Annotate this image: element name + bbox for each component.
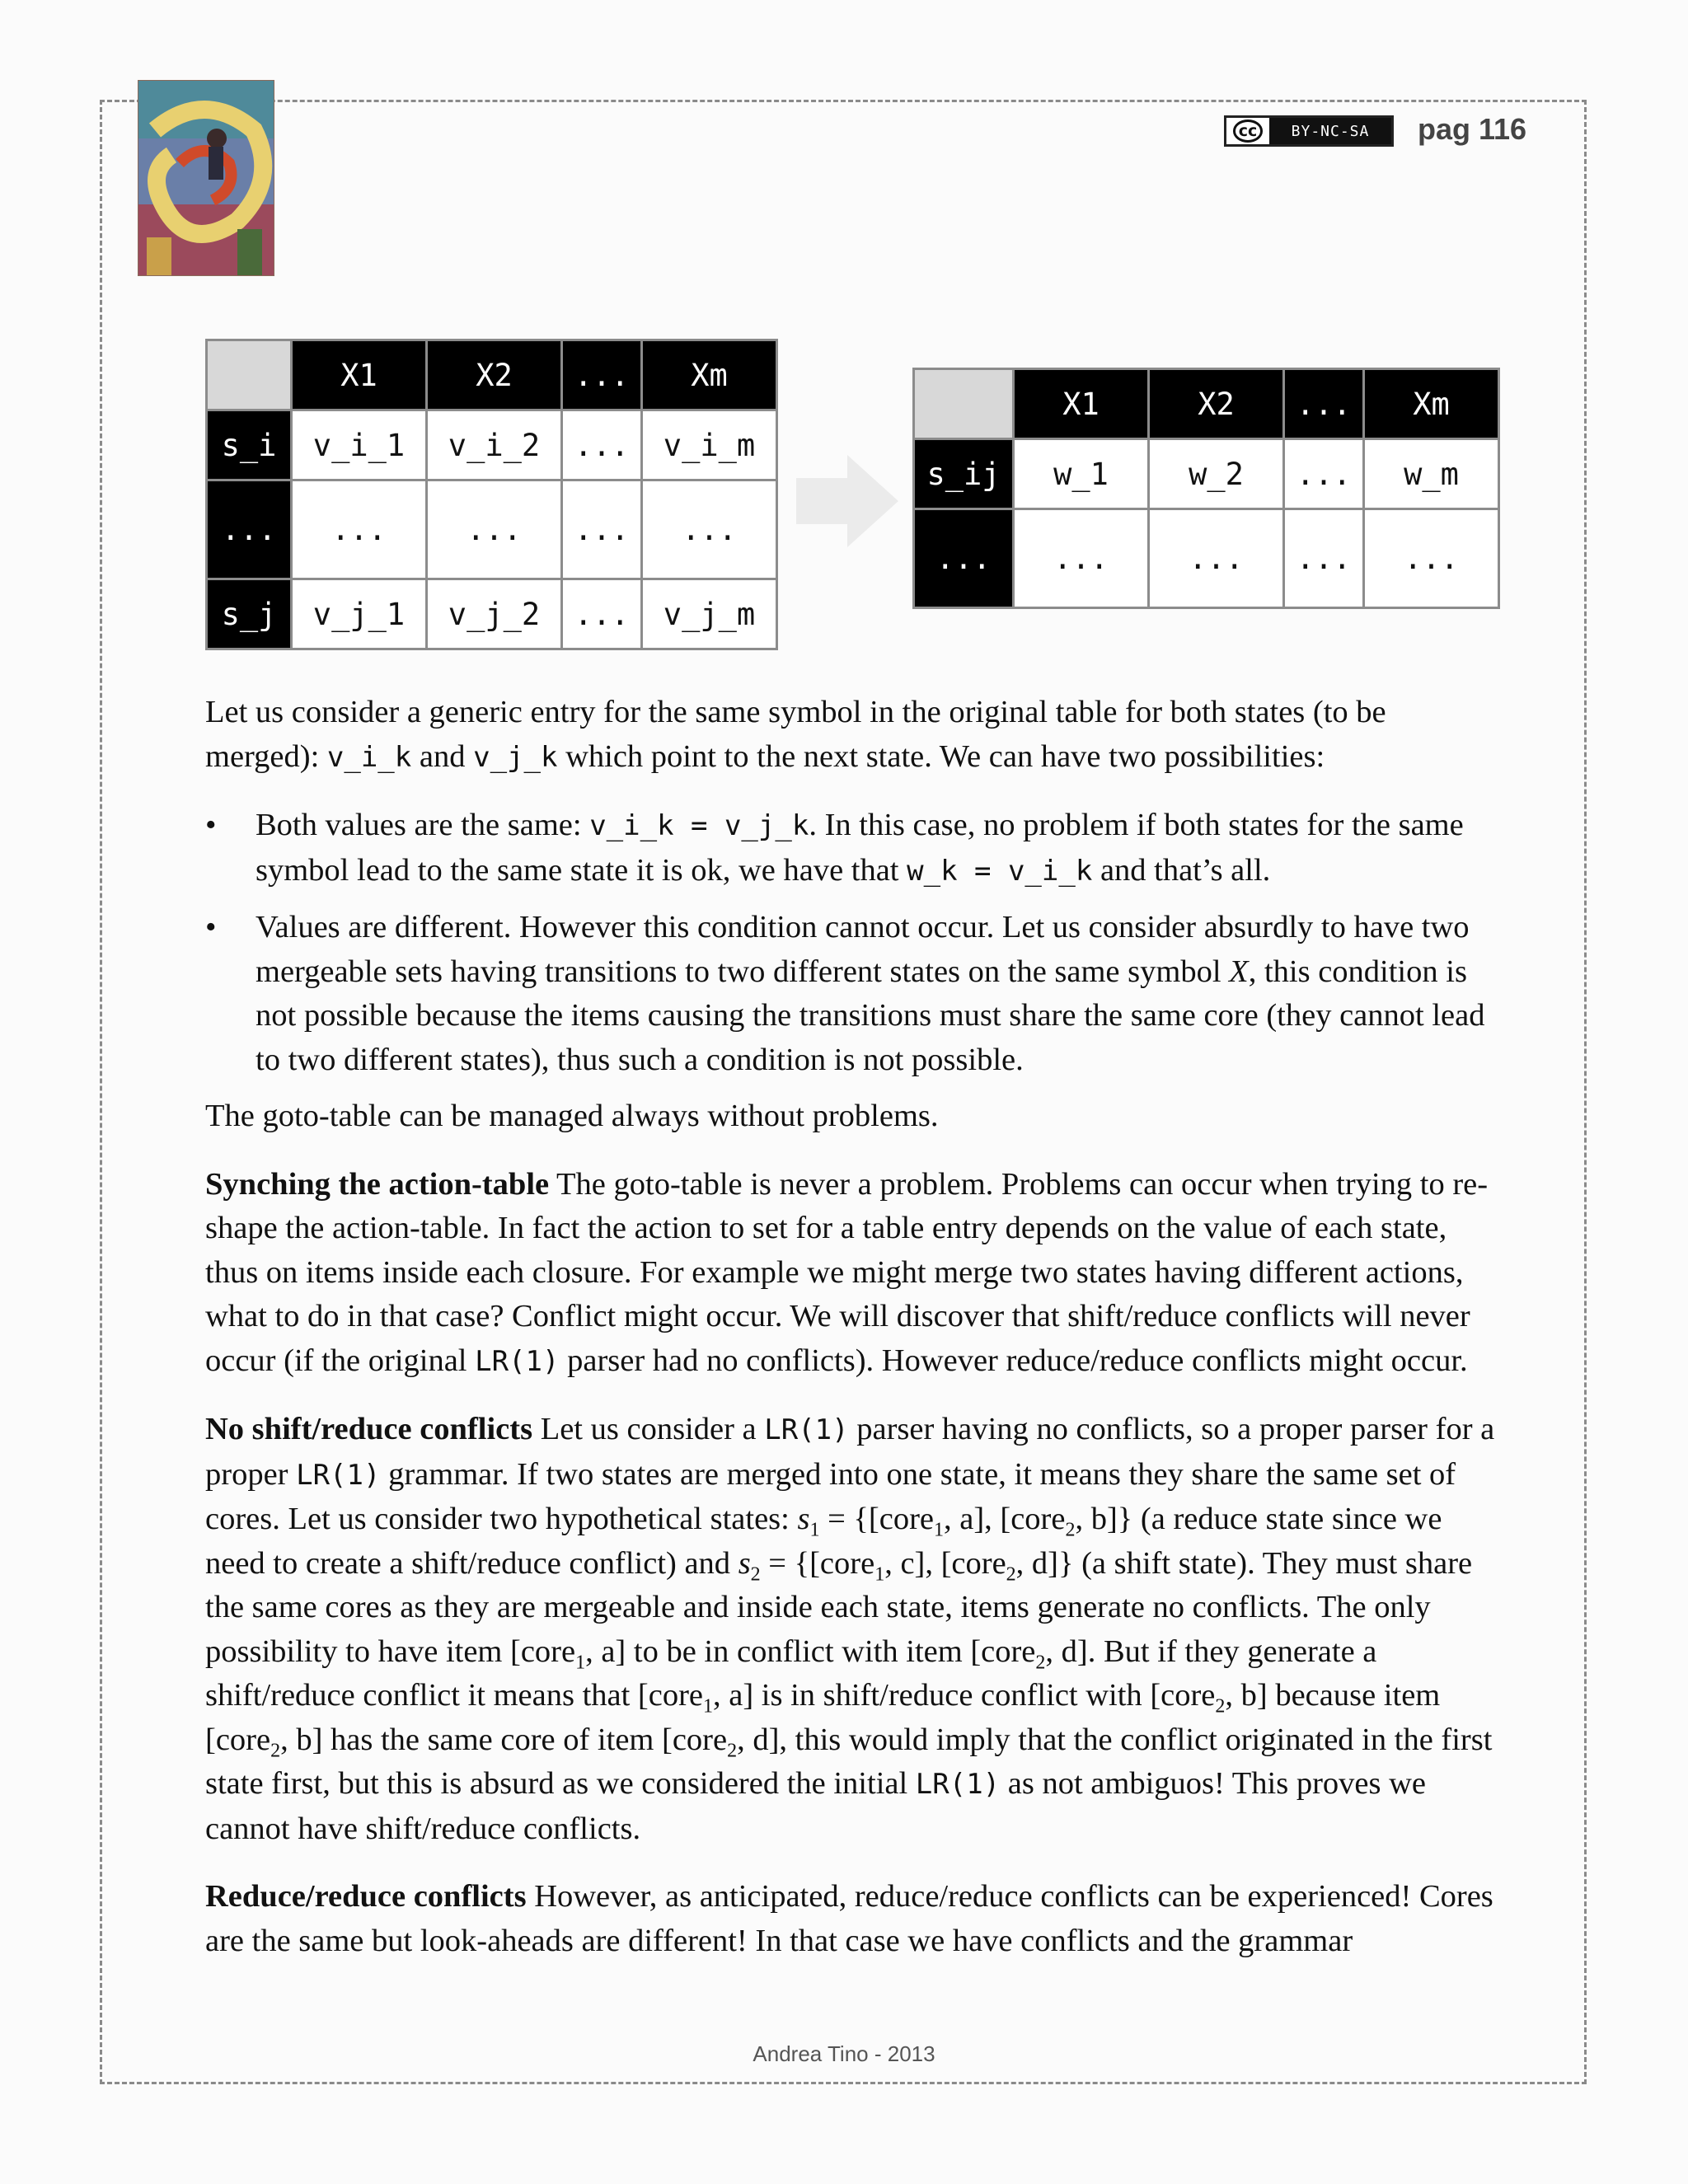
table-cell: v_i_m xyxy=(642,410,777,480)
arrow-right-icon xyxy=(796,455,898,547)
section-heading: Synching the action-table xyxy=(205,1166,550,1202)
col-header: X1 xyxy=(292,340,427,410)
paragraph: Let us consider a generic entry for the same symbol in the original table for both states (to be merged): v_i_k and v_j_k which point to the next state. We can have two possibilities: xyxy=(205,695,1386,774)
original-table xyxy=(205,339,778,650)
table-cell: w_m xyxy=(1364,439,1499,509)
col-header: ... xyxy=(562,340,642,410)
row-header: ... xyxy=(207,480,292,579)
paragraph: Reduce/reduce conflicts However, as anticipated, reduce/reduce conflicts can be experienced! Cores are the same but look-aheads are different! In that case we have conflicts and the grammar xyxy=(205,1879,1493,1958)
cc-icon: cc xyxy=(1233,120,1264,143)
col-header: X1 xyxy=(1014,369,1149,439)
table-cell: ... xyxy=(1014,509,1149,608)
table-cell: v_j_2 xyxy=(427,579,562,649)
paragraph: Synching the action-table The goto-table is never a problem. Problems can occur when trying to re-shape the action-table. In fact the action to set for a table entry depends on the value of each state, thus on items inside each closure. For example we might merge two states having different actions, what to do in that case? Conflict might occur. We will discover that shift/reduce conflicts will never occur (if the original LR(1) parser had no conflicts). However reduce/reduce conflicts might occur. xyxy=(205,1166,1489,1378)
col-header: ... xyxy=(1284,369,1364,439)
list-item: • Values are different. However this condition cannot occur. Let us consider absurdly to have two mergeable sets having transitions to two different states on the same symbol X, this condition is not possible because the items causing the transitions must share the same core (they cannot lead to two different states), thus such a condition is not possible. xyxy=(205,906,1507,1082)
col-header: Xm xyxy=(1364,369,1499,439)
page-number: pag 116 xyxy=(1418,112,1527,146)
section-heading: Reduce/reduce conflicts xyxy=(205,1879,527,1914)
table-cell: ... xyxy=(427,480,562,579)
table-cell: v_i_2 xyxy=(427,410,562,480)
table-cell: w_1 xyxy=(1014,439,1149,509)
row-header: ... xyxy=(914,509,1014,608)
corner-cell xyxy=(207,340,292,410)
paragraph: No shift/reduce conflicts Let us consider a LR(1) parser having no conflicts, so a proper parser for a proper LR(1) grammar. If two states are merged into one state, it means they share the same set of cores. Let us consider two hypothetical states: $s_1$ = {[core$_1$, a], [core$_2$, b]} (a reduce state since we need to create a shift/reduce conflict) and $s_2$ = {[core$_1$, c], [core$_2$, d]} (a shift state). They must share the same cores as they are mergeable and inside each state, items generate no conflicts. The only possibility to have item [core$_1$, a] to be in conflict with item [core$_2$, d]. But if they generate a shift/reduce conflict it means that [core$_1$, a] is in shift/reduce conflict with [core$_2$, b] because item [core$_2$, b] has the same core of item [core$_2$, d], this would imply that the conflict originated in the first state first, but this is absurd as we considered the initial LR(1) as not ambiguos! This proves we cannot have shift/reduce conflicts. xyxy=(205,1412,1495,1846)
bullet-list xyxy=(205,804,1507,1082)
row-header: s_ij xyxy=(914,439,1014,509)
col-header: X2 xyxy=(427,340,562,410)
license-badge xyxy=(1224,115,1394,147)
book-cover-image xyxy=(138,80,274,276)
table-cell: v_i_1 xyxy=(292,410,427,480)
table-cell: ... xyxy=(562,480,642,579)
table-cell: ... xyxy=(1364,509,1499,608)
table-cell: ... xyxy=(292,480,427,579)
table-cell: ... xyxy=(1149,509,1284,608)
table-cell: v_j_m xyxy=(642,579,777,649)
table-cell: ... xyxy=(642,480,777,579)
page-footer: Andrea Tino - 2013 xyxy=(753,2041,935,2066)
list-item: • Both values are the same: v_i_k = v_j_k. In this case, no problem if both states for the same symbol lead to the same state it is ok, we have that w_k = v_i_k and that’s all. xyxy=(205,804,1507,893)
body-text xyxy=(205,691,1507,1987)
license-text: BY-NC-SA xyxy=(1269,118,1391,144)
col-header: X2 xyxy=(1149,369,1284,439)
section-heading: No shift/reduce conflicts xyxy=(205,1412,533,1446)
table-cell: w_2 xyxy=(1149,439,1284,509)
corner-cell xyxy=(914,369,1014,439)
table-cell: v_j_1 xyxy=(292,579,427,649)
table-cell: ... xyxy=(1284,439,1364,509)
table-cell: ... xyxy=(1284,509,1364,608)
row-header: s_j xyxy=(207,579,292,649)
table-cell: ... xyxy=(562,410,642,480)
col-header: Xm xyxy=(642,340,777,410)
row-header: s_i xyxy=(207,410,292,480)
paragraph: The goto-table can be managed always without problems. xyxy=(205,1099,939,1133)
merged-table xyxy=(912,368,1500,609)
table-cell: ... xyxy=(562,579,642,649)
